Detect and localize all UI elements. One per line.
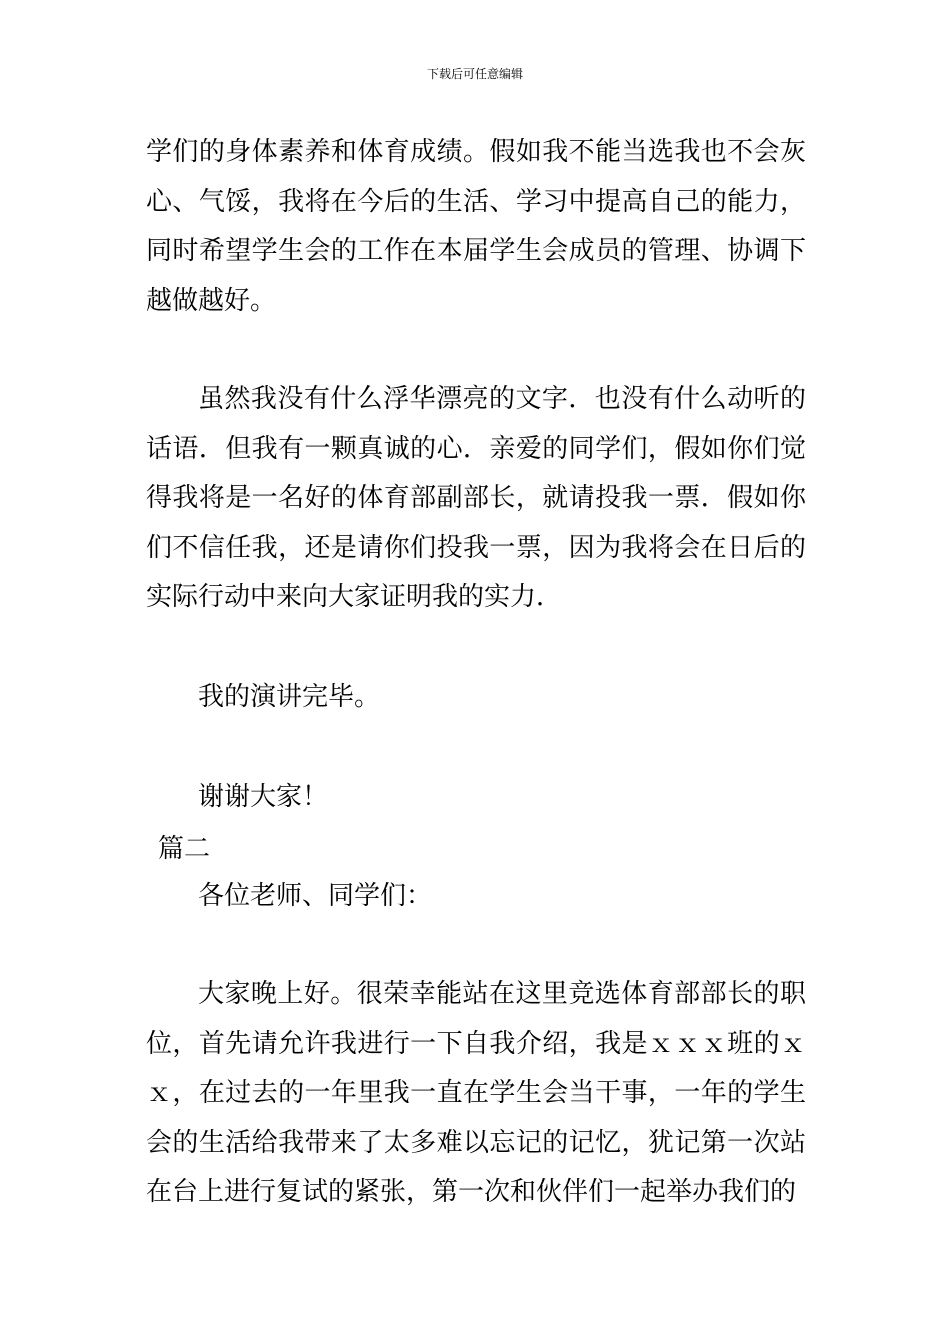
page-header-note: 下载后可任意编辑 [426,67,523,81]
paragraph-text: 谢谢大家！ [198,782,329,812]
paragraph-text: 我的演讲完毕。 [198,682,381,712]
paragraph-thanks [146,773,806,822]
paragraph-no-fancy-words [146,375,806,623]
paragraph-text: 大家晚上好。很荣幸能站在这里竞选体育部部长的职位，首先请允许我进行一下自我介绍，我是ｘｘｘ班的ｘｘ，在过去的一年里我一直在学生会当干事，一年的学生会的生活给我带来了太多难以忘记的记忆，犹记第一次站在台上进行复试的紧张，第一次和伙伴们一起举办我们的 [146,979,806,1207]
paragraph-text: 虽然我没有什么浮华漂亮的文字．也没有什么动听的话语．但我有一颗真诚的心．亲爱的同学们，假如你们觉得我将是一名好的体育部副部长，就请投我一票．假如你们不信任我，还是请你们投我一票，因为我将会在日后的实际行动中来向大家证明我的实力． [146,384,806,612]
paragraph-salutation [146,872,806,921]
section-heading-text: 篇二 [158,834,211,864]
paragraph-self-introduction [146,970,806,1218]
paragraph-speech-end [146,673,806,722]
paragraph-text: 学们的身体素养和体育成绩。假如我不能当选我也不会灰心、气馁，我将在今后的生活、学习中提高自己的能力，同时希望学生会的工作在本届学生会成员的管理、协调下越做越好。 [146,137,806,316]
paragraph-text: 各位老师、同学们： [198,881,433,911]
section-heading-part-two [158,825,818,874]
paragraph-continuation [146,128,806,326]
